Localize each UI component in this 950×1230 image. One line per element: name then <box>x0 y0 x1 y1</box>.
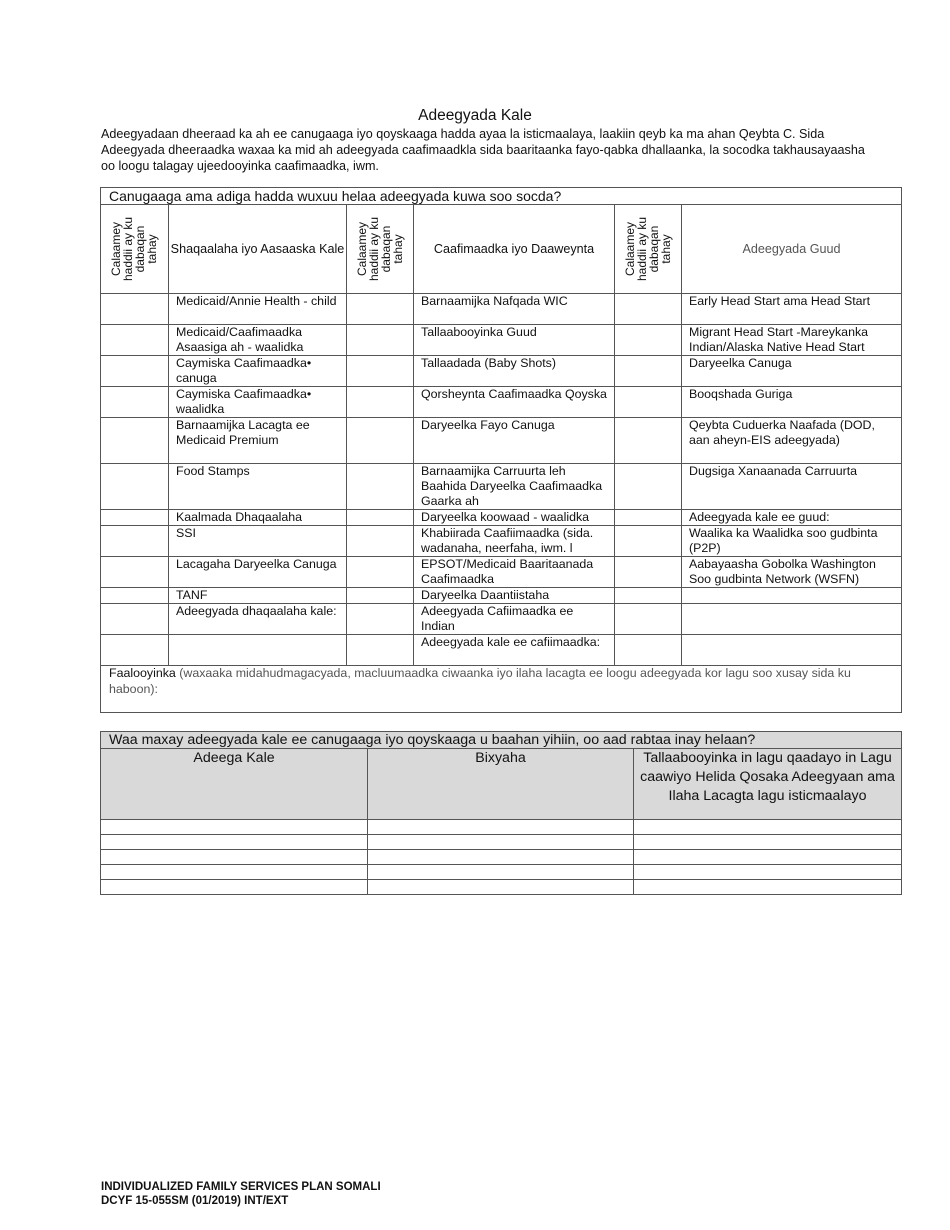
check-header-label <box>356 217 404 281</box>
check-box[interactable] <box>615 387 682 418</box>
service-general: Adeegyada kale ee guud: <box>682 510 902 526</box>
service-general: Migrant Head Start -Mareykanka Indian/Alaska Native Head Start <box>682 325 902 356</box>
check-header-line: tahay <box>390 234 405 264</box>
check-box[interactable] <box>347 387 414 418</box>
col-header-medical: Caafimaadka iyo Daaweynta <box>414 205 615 294</box>
table-row <box>101 526 902 557</box>
check-header-1 <box>101 205 169 294</box>
form-footer <box>101 1180 381 1208</box>
check-box[interactable] <box>615 464 682 510</box>
entry-other-service[interactable] <box>101 820 368 835</box>
check-box[interactable] <box>347 418 414 464</box>
service-medical: Daryeelka Daantiistaha <box>414 588 615 604</box>
check-box[interactable] <box>347 588 414 604</box>
services-table <box>100 187 902 713</box>
entry-other-service[interactable] <box>101 850 368 865</box>
table-row <box>101 588 902 604</box>
entry-other-service[interactable] <box>101 865 368 880</box>
entry-row <box>101 850 902 865</box>
entry-provider[interactable] <box>368 820 634 835</box>
service-medical: Barnaamijka Carruurta leh Baahida Daryeelka Caafimaadka Gaarka ah <box>414 464 615 510</box>
check-box[interactable] <box>347 325 414 356</box>
check-box[interactable] <box>615 588 682 604</box>
table-row <box>101 294 902 325</box>
check-box[interactable] <box>347 464 414 510</box>
check-box[interactable] <box>347 526 414 557</box>
check-box[interactable] <box>101 418 169 464</box>
check-box[interactable] <box>347 294 414 325</box>
check-box[interactable] <box>101 356 169 387</box>
check-box[interactable] <box>615 294 682 325</box>
service-health: TANF <box>169 588 347 604</box>
page-title: Adeegyada Kale <box>418 107 532 124</box>
table-row <box>101 356 902 387</box>
check-box[interactable] <box>101 294 169 325</box>
service-general <box>682 635 902 666</box>
table-row <box>101 464 902 510</box>
check-box[interactable] <box>615 526 682 557</box>
col-header-steps: Tallaabooyinka in lagu qaadayo in Lagu caawiyo Helida Qosaka Adeegyaan ama Ilaha Lacagta lagu isticmaalayo <box>634 749 902 820</box>
service-health: Medicaid/Annie Health - child <box>169 294 347 325</box>
check-box[interactable] <box>347 510 414 526</box>
check-box[interactable] <box>347 604 414 635</box>
entry-steps[interactable] <box>634 865 902 880</box>
check-box[interactable] <box>615 325 682 356</box>
check-box[interactable] <box>615 418 682 464</box>
table-row <box>101 557 902 588</box>
check-header-line: haddii ay ku <box>366 216 381 282</box>
table-row <box>101 510 902 526</box>
service-health: Lacagaha Daryeelka Canuga <box>169 557 347 588</box>
service-health: Caymiska Caafimaadka• canuga <box>169 356 347 387</box>
service-health: Food Stamps <box>169 464 347 510</box>
entry-steps[interactable] <box>634 820 902 835</box>
entry-other-service[interactable] <box>101 835 368 850</box>
col-header-other-service: Adeega Kale <box>101 749 368 820</box>
col-header-health: Shaqaalaha iyo Aasaaska Kale <box>169 205 347 294</box>
service-health <box>169 635 347 666</box>
check-header-2 <box>347 205 414 294</box>
service-health: Medicaid/Caafimaadka Asaasiga ah - waalidka <box>169 325 347 356</box>
check-box[interactable] <box>101 635 169 666</box>
check-box[interactable] <box>347 557 414 588</box>
service-medical: Qorsheynta Caafimaadka Qoyska <box>414 387 615 418</box>
service-health: Barnaamijka Lacagta ee Medicaid Premium <box>169 418 347 464</box>
service-general: Early Head Start ama Head Start <box>682 294 902 325</box>
table-row <box>101 325 902 356</box>
service-health: Adeegyada dhaqaalaha kale: <box>169 604 347 635</box>
table-row <box>101 418 902 464</box>
entry-row <box>101 880 902 895</box>
entry-provider[interactable] <box>368 880 634 895</box>
comments-label: Faalooyinka <box>109 666 176 680</box>
check-header-label <box>110 217 158 281</box>
check-box[interactable] <box>101 325 169 356</box>
check-box[interactable] <box>101 464 169 510</box>
service-medical: Daryeelka koowaad - waalidka <box>414 510 615 526</box>
check-header-line: dabaqan <box>378 225 393 273</box>
check-box[interactable] <box>101 588 169 604</box>
form-number: DCYF 15-055SM (01/2019) INT/EXT <box>101 1195 289 1207</box>
service-general: Daryeelka Canuga <box>682 356 902 387</box>
entry-provider[interactable] <box>368 850 634 865</box>
service-health: Caymiska Caafimaadka• waalidka <box>169 387 347 418</box>
service-general: Dugsiga Xanaanada Carruurta <box>682 464 902 510</box>
col-header-provider: Bixyaha <box>368 749 634 820</box>
check-header-line: dabaqan <box>133 225 148 273</box>
check-box[interactable] <box>101 526 169 557</box>
check-box[interactable] <box>615 604 682 635</box>
table-row <box>101 604 902 635</box>
table-row <box>101 635 902 666</box>
comments-instructions: (waxaaka midahudmagacyada, macluumaadka ciwaanka iyo ilaha lacagta ee loogu adeegyada kor lagu soo xusay sida ku haboon): <box>109 666 851 696</box>
check-box[interactable] <box>615 635 682 666</box>
check-header-line: Calaamey <box>622 221 637 277</box>
check-box[interactable] <box>347 635 414 666</box>
check-box[interactable] <box>101 557 169 588</box>
service-general <box>682 604 902 635</box>
check-header-line: tahay <box>145 234 160 264</box>
table2-question: Waa maxay adeegyada kale ee canugaaga iyo qoyskaaga u baahan yihiin, oo aad rabtaa inay helaan? <box>101 732 902 749</box>
check-box[interactable] <box>101 387 169 418</box>
service-general: Qeybta Cuduerka Naafada (DOD, aan aheyn-EIS adeegyada) <box>682 418 902 464</box>
service-medical: Adeegyada kale ee cafiimaadka: <box>414 635 615 666</box>
service-health: SSI <box>169 526 347 557</box>
service-general: Waalika ka Waalidka soo gudbinta (P2P) <box>682 526 902 557</box>
entry-steps[interactable] <box>634 850 902 865</box>
service-health: Kaalmada Dhaqaalaha <box>169 510 347 526</box>
check-header-line: Calaamey <box>354 221 369 277</box>
entry-provider[interactable] <box>368 835 634 850</box>
check-box[interactable] <box>615 510 682 526</box>
check-header-3 <box>615 205 682 294</box>
check-header-line: haddii ay ku <box>634 216 649 282</box>
form-name: INDIVIDUALIZED FAMILY SERVICES PLAN SOMALI <box>101 1181 381 1193</box>
entry-other-service[interactable] <box>101 880 368 895</box>
service-medical: Tallaabooyinka Guud <box>414 325 615 356</box>
service-general: Booqshada Guriga <box>682 387 902 418</box>
check-box[interactable] <box>101 604 169 635</box>
service-general: Aabayaasha Gobolka Washington Soo gudbinta Network (WSFN) <box>682 557 902 588</box>
other-services-table <box>100 731 902 895</box>
check-header-line: haddii ay ku <box>121 216 136 282</box>
table1-question: Canugaaga ama adiga hadda wuxuu helaa adeegyada kuwa soo socda? <box>101 188 902 205</box>
intro-paragraph: Adeegyadaan dheeraad ka ah ee canugaaga iyo qoyskaaga hadda ayaa la isticmaalaya, laakiin qeyb ka ma ahan Qeybta C. Sida Adeegyada dheeraadka waxaa ka mid ah adeegyada caafimaadkla sida baaritaanka fayo-qabka dhallaanka, la socodka takhausayaasha oo loogu talagay ujeedooyinka caafimaadka, iwm. <box>101 127 865 173</box>
entry-row <box>101 820 902 835</box>
check-box[interactable] <box>615 356 682 387</box>
entry-steps[interactable] <box>634 835 902 850</box>
service-medical: EPSOT/Medicaid Baaritaanada Caafimaadka <box>414 557 615 588</box>
check-box[interactable] <box>347 356 414 387</box>
service-medical: Adeegyada Cafiimaadka ee Indian <box>414 604 615 635</box>
check-box[interactable] <box>615 557 682 588</box>
table-row <box>101 387 902 418</box>
service-medical: Khabiirada Caafiimaadka (sida. wadanaha, neerfaha, iwm. l <box>414 526 615 557</box>
entry-row <box>101 835 902 850</box>
check-header-line: Calaamey <box>109 221 124 277</box>
entry-row <box>101 865 902 880</box>
service-medical: Daryeelka Fayo Canuga <box>414 418 615 464</box>
service-general <box>682 588 902 604</box>
entry-steps[interactable] <box>634 880 902 895</box>
check-box[interactable] <box>101 510 169 526</box>
check-header-label <box>624 217 672 281</box>
col-header-general: Adeegyada Guud <box>682 205 902 294</box>
comments-field[interactable] <box>101 666 902 713</box>
check-header-line: tahay <box>658 234 673 264</box>
entry-provider[interactable] <box>368 865 634 880</box>
check-header-line: dabaqan <box>646 225 661 273</box>
service-medical: Barnaamijka Nafqada WIC <box>414 294 615 325</box>
service-medical: Tallaadada (Baby Shots) <box>414 356 615 387</box>
